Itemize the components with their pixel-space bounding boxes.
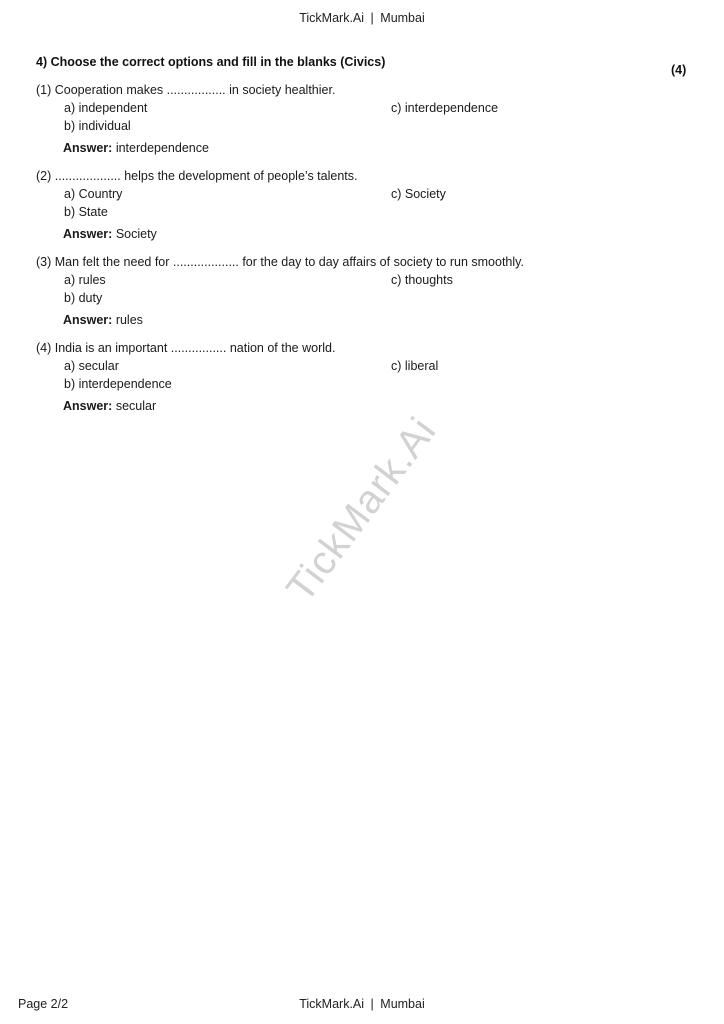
option-a: a) secular	[64, 359, 119, 373]
header-separator: |	[370, 11, 374, 25]
option-a: a) rules	[64, 273, 106, 287]
answer-value: Society	[115, 227, 157, 241]
header-brand: TickMark.Ai	[299, 11, 365, 25]
question-text: (4) India is an important ................ nation of the world.	[36, 341, 336, 355]
footer-brand: TickMark.Ai	[299, 997, 365, 1011]
answer-label: Answer:	[63, 227, 113, 241]
answer	[36, 311, 696, 329]
question-4	[36, 339, 696, 415]
answer-value: rules	[115, 313, 143, 327]
header-city: Mumbai	[380, 11, 425, 25]
answer-label: Answer:	[63, 313, 113, 327]
watermark: TickMark.Ai	[278, 409, 445, 611]
option-c: c) thoughts	[391, 273, 453, 287]
answer	[36, 225, 696, 243]
page-footer	[0, 997, 724, 1011]
page-header	[0, 11, 724, 25]
answer	[36, 397, 696, 415]
answer	[36, 139, 696, 157]
page-number: Page 2/2	[18, 997, 69, 1011]
section-marks: (4)	[671, 63, 687, 77]
footer-city: Mumbai	[380, 997, 425, 1011]
option-b: b) individual	[64, 119, 131, 133]
option-c: c) Society	[391, 187, 446, 201]
question-1	[36, 81, 696, 157]
answer-value: secular	[115, 399, 157, 413]
option-b: b) duty	[64, 291, 103, 305]
answer-label: Answer:	[63, 141, 113, 155]
question-text: (2) ................... helps the development of people’s talents.	[36, 169, 358, 183]
option-a: a) independent	[64, 101, 148, 115]
answer-label: Answer:	[63, 399, 113, 413]
question-2	[36, 167, 696, 243]
question-3	[36, 253, 696, 329]
option-b: b) interdependence	[64, 377, 172, 391]
section-title: 4) Choose the correct options and fill in the blanks (Civics)	[36, 55, 386, 69]
question-text: (1) Cooperation makes ................. in society healthier.	[36, 83, 336, 97]
answer-value: interdependence	[115, 141, 209, 155]
question-text: (3) Man felt the need for ................... for the day to day affairs of society to run smoothly.	[36, 255, 524, 269]
option-c: c) liberal	[391, 359, 439, 373]
option-b: b) State	[64, 205, 108, 219]
option-a: a) Country	[64, 187, 123, 201]
option-c: c) interdependence	[391, 101, 499, 115]
footer-separator: |	[370, 997, 374, 1011]
